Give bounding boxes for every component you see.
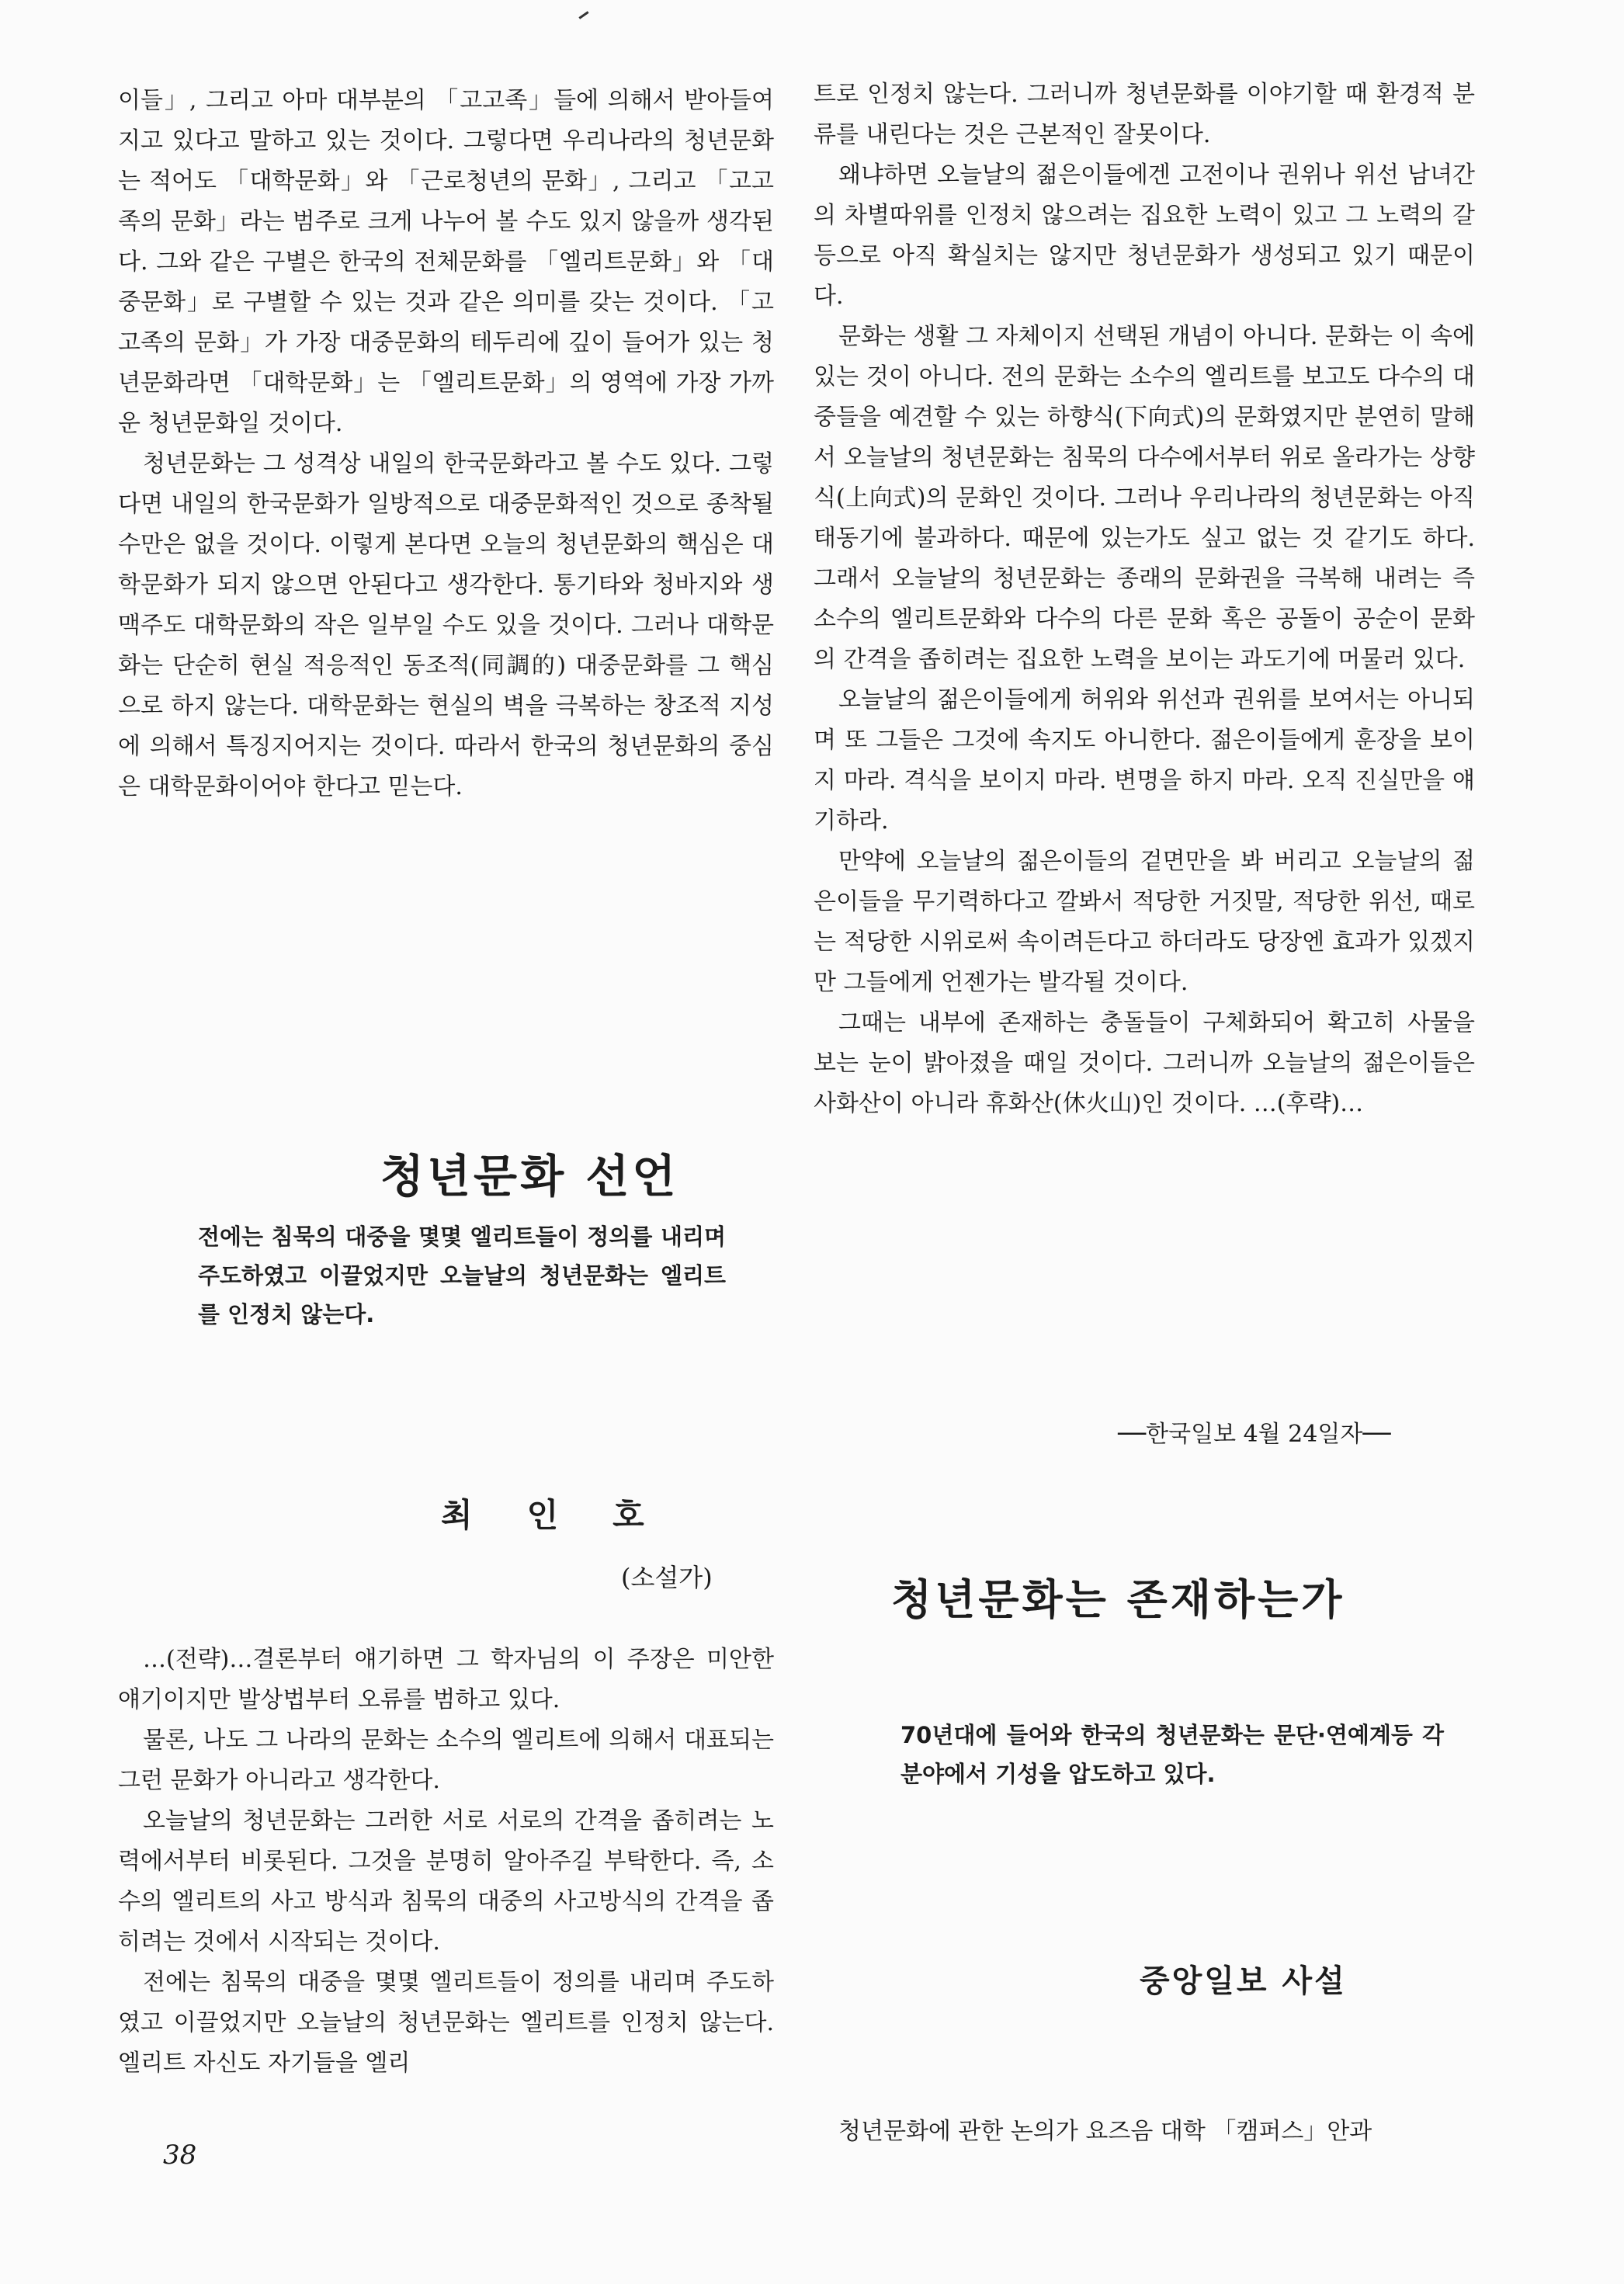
paragraph: 문화는 생활 그 자체이지 선택된 개념이 아니다. 문화는 이 속에 있는 것이 아니다. 전의 문화는 소수의 엘리트를 보고도 다수의 대중들을 예견할 수 있는 하향식(下向式)의 문화였지만 분연히 말해서 오늘날의 청년문화는 침묵의 다수에서부터 위로 올라가는 상향식(上向式)의 문화인 것이다. 그러나 우리나라의 청년문화는 아직 태동기에 불과하다. 때문에 있는가도 싶고 없는 것 같기도 하다. 그래서 오늘날의 청년문화는 종래의 문화권을 극복해 내려는 즉 소수의 엘리트문화와 다수의 다른 문화 혹은 공돌이 공순이 문화의 간격을 좁히려는 집요한 노력을 보이는 과도기에 머물러 있다. [814, 323, 1475, 673]
stray-mark [578, 11, 588, 19]
paragraph: 전에는 침묵의 대중을 몇몇 엘리트들이 정의를 내리며 주도하였고 이끌었지만 오늘날의 청년문화는 엘리트를 인정치 않는다. 엘리트 자신도 자기들을 엘리 [118, 1969, 774, 2077]
author-name: 중앙일보 사설 [1140, 1963, 1347, 1999]
source-citation: ──한국일보 4월 24일자── [1118, 1421, 1391, 1448]
paragraph: 왜냐하면 오늘날의 젊은이들에겐 고전이나 권위나 위선 남녀간의 차별따위를 인정치 않으려는 집요한 노력이 있고 그 노력의 갈등으로 아직 확실치는 않지만 청년문화가 생성되고 있기 때문이다. [814, 161, 1475, 310]
paragraph: …(전략)…결론부터 얘기하면 그 학자님의 이 주장은 미안한 얘기이지만 발상법부터 오류를 범하고 있다. [118, 1646, 774, 1713]
author-role: (소설가) [621, 1563, 713, 1592]
left-continuation [118, 81, 774, 807]
article-lead: 전에는 침묵의 대중을 몇몇 엘리트들이 정의를 내리며 주도하였고 이끌었지만 오늘날의 청년문화는 엘리트를 인정치 않는다. [198, 1224, 726, 1328]
paragraph: 청년문화는 그 성격상 내일의 한국문화라고 볼 수도 있다. 그렇다면 내일의 한국문화가 일방적으로 대중문화적인 것으로 종착될 수만은 없을 것이다. 이렇게 본다면 오늘의 청년문화의 핵심은 대학문화가 되지 않으면 안된다고 생각한다. 통기타와 청바지와 생맥주도 대학문화의 작은 일부일 수도 있을 것이다. 그러나 대학문화는 단순히 현실 적응적인 동조적(同調的) 대중문화를 그 핵심으로 하지 않는다. 대학문화는 현실의 벽을 극복하는 창조적 지성에 의해서 특징지어지는 것이다. 따라서 한국의 청년문화의 중심은 대학문화이어야 한다고 믿는다. [118, 450, 774, 800]
paragraph: 오늘날의 젊은이들에게 허위와 위선과 권위를 보여서는 아니되며 또 그들은 그것에 속지도 아니한다. 젊은이들에게 훈장을 보이지 마라. 격식을 보이지 마라. 변명을 하지 마라. 오직 진실만을 얘기하라. [814, 686, 1475, 835]
article-title: 청년문화는 존재하는가 [891, 1575, 1345, 1624]
right-continuation [814, 75, 1475, 1124]
article-body [814, 2112, 1475, 2152]
author-name: 최인호 [441, 1496, 699, 1534]
article-lead: 70년대에 들어와 한국의 청년문화는 문단·연예계등 각 분야에서 기성을 압도하고 있다. [900, 1722, 1444, 1787]
paragraph: 이들」, 그리고 아마 대부분의 「고고족」들에 의해서 받아들여지고 있다고 말하고 있는 것이다. 그렇다면 우리나라의 청년문화는 적어도 「대학문화」와 「근로청년의 문화」, 그리고 「고고족의 문화」라는 범주로 크게 나누어 볼 수도 있지 않을까 생각된다. 그와 같은 구별은 한국의 전체문화를 「엘리트문화」와 「대중문화」로 구별할 수 있는 것과 같은 의미를 갖는 것이다. 「고고족의 문화」가 가장 대중문화의 테두리에 깊이 들어가 있는 청년문화라면 「대학문화」는 「엘리트문화」의 영역에 가장 가까운 청년문화일 것이다. [118, 87, 774, 437]
page-number: 38 [163, 2140, 197, 2171]
paragraph: 트로 인정치 않는다. 그러니까 청년문화를 이야기할 때 환경적 분류를 내린다는 것은 근본적인 잘못이다. [814, 81, 1475, 148]
paragraph: 물론, 나도 그 나라의 문화는 소수의 엘리트에 의해서 대표되는 그런 문화가 아니라고 생각한다. [118, 1727, 774, 1794]
paragraph: 청년문화에 관한 논의가 요즈음 대학 「캠퍼스」안과 [838, 2118, 1372, 2145]
paragraph: 오늘날의 청년문화는 그러한 서로 서로의 간격을 좁히려는 노력에서부터 비롯된다. 그것을 분명히 알아주길 부탁한다. 즉, 소수의 엘리트의 사고 방식과 침묵의 대중의 사고방식의 간격을 좁히려는 것에서 시작되는 것이다. [118, 1807, 774, 1956]
paragraph: 만약에 오늘날의 젊은이들의 겉면만을 봐 버리고 오늘날의 젊은이들을 무기력하다고 깔봐서 적당한 거짓말, 적당한 위선, 때로는 적당한 시위로써 속이려든다고 하더라도 당장엔 효과가 있겠지만 그들에게 언젠가는 발각될 것이다. [814, 848, 1475, 996]
article-body [118, 1640, 774, 2084]
article-title: 청년문화 선언 [380, 1150, 679, 1203]
paragraph: 그때는 내부에 존재하는 충돌들이 구체화되어 확고히 사물을 보는 눈이 밝아졌을 때일 것이다. 그러니까 오늘날의 젊은이들은 사화산이 아니라 휴화산(休火山)인 것이다. …(후략)… [814, 1009, 1475, 1117]
